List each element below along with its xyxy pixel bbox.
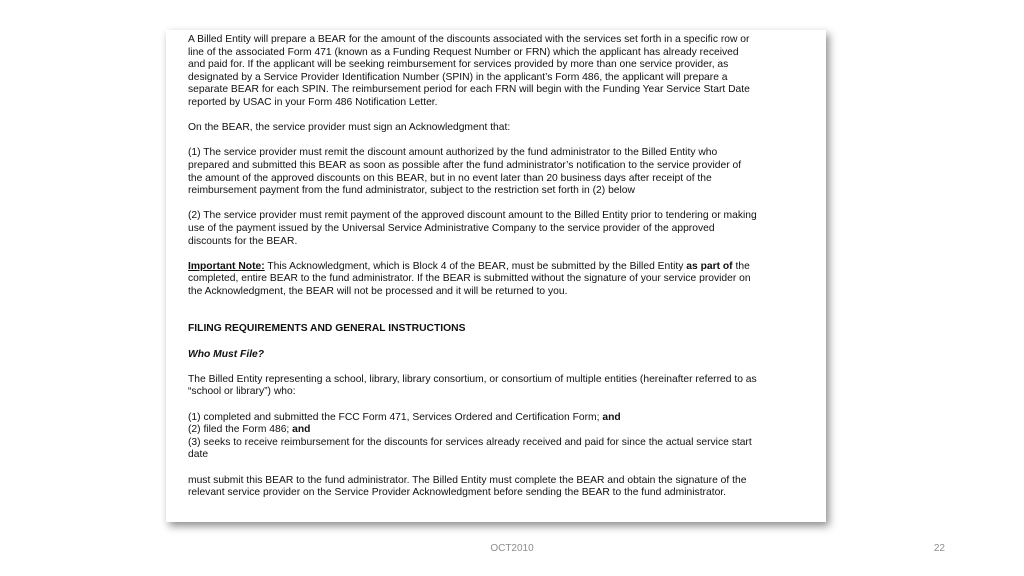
text-line: discounts for the BEAR. [188, 235, 298, 247]
document-text [188, 34, 822, 512]
text-line: On the BEAR, the service provider must sign an Acknowledgment that: [188, 122, 511, 134]
note-text: This Acknowledgment, which is Block 4 of the BEAR, must be submitted by the Billed Entity [264, 260, 687, 272]
list-item-conjunction: and [292, 424, 311, 436]
paragraph-important-note [188, 261, 822, 299]
text-line: A Billed Entity will prepare a BEAR for the amount of the discounts associated with the services set forth in a specific row or [188, 34, 750, 45]
note-text: the [732, 260, 750, 272]
text-line: the Acknowledgment, the BEAR will not be processed and it will be returned to you. [188, 285, 568, 297]
note-bold-text: as part of [686, 260, 733, 272]
paragraph-submission [188, 475, 822, 500]
note-label: Important Note: [188, 260, 265, 272]
text-line: relevant service provider on the Service Provider Acknowledgment before sending the BEAR to the fund administrator. [188, 487, 727, 499]
text-line: use of the payment issued by the Universal Service Administrative Company to the service provider of the approved [188, 222, 715, 234]
text-line: separate BEAR for each SPIN. The reimbursement period for each FRN will begin with the Funding Year Service Start Date [188, 84, 750, 96]
text-line: the amount of the approved discounts on this BEAR, but in no event later than 20 business days after receipt of the [188, 172, 712, 184]
text-line: prepared and submitted this BEAR as soon as possible after the fund administrator’s notification to the service provider of [188, 159, 742, 171]
text-line: designated by a Service Provider Identification Number (SPIN) in the applicant’s Form 486, the applicant will prepare a [188, 71, 728, 83]
text-line: and paid for. If the applicant will be seeking reimbursement for services provided by more than one service provider, as [188, 59, 729, 71]
text-line: line of the associated Form 471 (known as a Funding Request Number or FRN) which the applicant has already received [188, 46, 739, 58]
section-heading: FILING REQUIREMENTS AND GENERAL INSTRUCTIONS [188, 323, 466, 335]
text-line: “school or library”) who: [188, 386, 296, 398]
section-subheading: Who Must File? [188, 348, 265, 360]
list-requirements [188, 412, 822, 462]
text-line: (1) The service provider must remit the discount amount authorized by the fund administrator to the Billed Entity who [188, 147, 718, 159]
footer-date: OCT2010 [490, 543, 534, 554]
text-line: reported by USAC in your Form 486 Notification Letter. [188, 96, 438, 108]
paragraph-condition-1 [188, 147, 822, 197]
paragraph-acknowledgment-intro [188, 122, 822, 135]
note-line-1 [188, 261, 822, 274]
text-line: reimbursement payment from the fund administrator, subject to the restriction set forth in (2) below [188, 185, 635, 197]
list-item-text: (2) filed the Form 486; [188, 424, 293, 436]
document-image [166, 30, 826, 522]
list-item-conjunction: and [602, 411, 621, 423]
list-item-text: (1) completed and submitted the FCC Form 471, Services Ordered and Certification Form; [188, 411, 603, 423]
slide-number: 22 [933, 543, 945, 554]
paragraph-condition-2 [188, 210, 822, 248]
paragraph-who-must-file [188, 374, 822, 399]
text-line: date [188, 449, 209, 461]
list-item [188, 424, 822, 437]
text-line: (2) The service provider must remit payment of the approved discount amount to the Billed Entity prior to tendering or making [188, 210, 757, 222]
list-item: (3) seeks to receive reimbursement for the discounts for services already received and paid for since the actual service start [188, 436, 752, 448]
text-line: The Billed Entity representing a school, library, library consortium, or consortium of multiple entities (hereinafter referred to as [188, 373, 757, 385]
list-item [188, 412, 822, 425]
text-line: must submit this BEAR to the fund administrator. The Billed Entity must complete the BEAR and obtain the signature of the [188, 474, 747, 486]
paragraph-bear-preparation [188, 34, 822, 110]
text-line: completed, entire BEAR to the fund administrator. If the BEAR is submitted without the signature of your service provider on [188, 273, 751, 285]
